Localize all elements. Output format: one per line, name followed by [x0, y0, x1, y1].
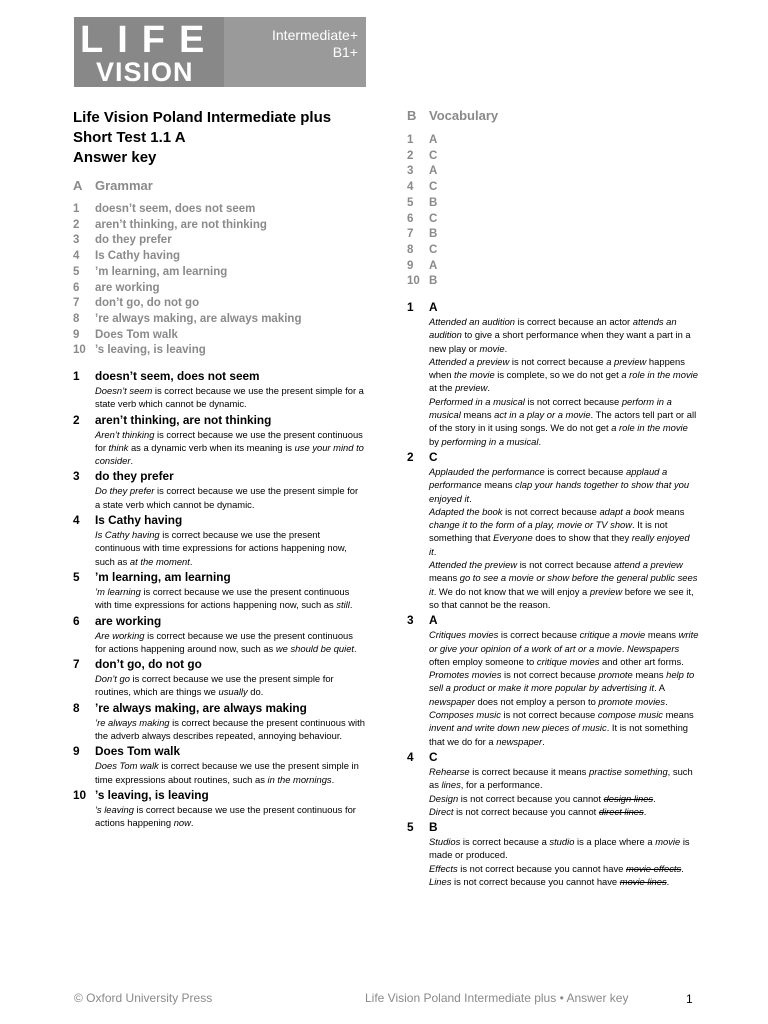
- explanation-answer: A: [429, 613, 438, 628]
- logo-word-life: LIFE: [80, 19, 219, 61]
- explanation-number: 6: [73, 613, 80, 628]
- answer-row: [73, 249, 373, 265]
- level-label: Intermediate+: [272, 27, 358, 43]
- explanation-paragraph: Design is not correct because you cannot design lines.: [429, 792, 656, 804]
- explanation-body: [407, 628, 699, 748]
- explanation-number: 2: [407, 449, 414, 464]
- explanation-body: [73, 428, 365, 468]
- answer-row: [407, 259, 607, 275]
- answer-number: 8: [407, 243, 414, 256]
- explanation-number: 10: [73, 787, 87, 802]
- explanation-body: [73, 528, 365, 568]
- answer-number: 8: [73, 312, 80, 325]
- explanation-paragraph: Are working is correct because we use the present continuous for actions happening around now, such as we should be quiet.: [95, 629, 357, 654]
- answer-row: [73, 312, 373, 328]
- answer-text: A: [429, 165, 438, 178]
- explanation-item: [73, 744, 365, 786]
- grammar-section-heading: [73, 178, 153, 193]
- explanation-paragraph: Doesn’t seem is correct because we use the present simple for a state verb which cannot be dynamic.: [95, 385, 364, 410]
- explanation-paragraph: ’s leaving is correct because we use the present continuous for actions happening now.: [95, 803, 356, 829]
- answer-number: 1: [407, 134, 414, 146]
- answer-number: 3: [73, 234, 80, 247]
- answer-text: do they prefer: [95, 234, 172, 247]
- explanation-number: 8: [73, 700, 80, 715]
- explanation-heading: [73, 513, 365, 528]
- explanation-body: [73, 759, 365, 786]
- explanation-answer: A: [429, 300, 438, 314]
- answer-text: aren’t thinking, are not thinking: [95, 218, 267, 231]
- answer-number: 2: [407, 149, 414, 162]
- explanation-answer: are working: [95, 613, 162, 628]
- explanation-paragraph: Don’t go is correct because we use the present simple for routines, which are things we usually do.: [95, 673, 334, 698]
- answer-row: [73, 265, 373, 281]
- life-vision-logo: [74, 17, 366, 87]
- grammar-answer-list: [73, 202, 373, 359]
- section-title: Grammar: [95, 178, 153, 193]
- explanation-number: 5: [73, 569, 80, 584]
- answer-number: 10: [73, 344, 86, 357]
- title-line-3: Answer key: [73, 149, 157, 166]
- answer-number: 2: [73, 218, 80, 231]
- explanation-paragraph: Direct is not correct because you cannot direct lines.: [429, 805, 647, 817]
- explanation-item: [73, 469, 365, 511]
- explanation-heading: [407, 820, 699, 835]
- answer-text: B: [429, 228, 438, 241]
- explanation-answer: ’re always making, are always making: [95, 700, 307, 715]
- explanation-answer: aren’t thinking, are not thinking: [95, 412, 272, 427]
- explanation-item: [73, 513, 365, 568]
- answer-row: [407, 227, 607, 243]
- answer-text: B: [429, 196, 438, 209]
- answer-text: don’t go, do not go: [95, 297, 200, 310]
- answer-number: 7: [407, 228, 414, 241]
- answer-text: C: [429, 149, 438, 162]
- answer-row: [73, 233, 373, 249]
- answer-text: B: [429, 275, 438, 288]
- explanation-body: [407, 315, 699, 448]
- answer-number: 5: [407, 196, 414, 209]
- explanation-number: 1: [407, 300, 414, 314]
- answer-number: 1: [73, 203, 80, 215]
- answer-row: [73, 281, 373, 297]
- explanation-number: 1: [73, 369, 80, 383]
- explanation-item: [73, 614, 365, 656]
- explanation-paragraph: Attended the preview is not correct because attend a preview means go to see a movie or show before the general public sees it. We do not know that we will enjoy a preview before we see it, so that cannot be the reason.: [429, 559, 698, 610]
- answer-row: [73, 202, 373, 218]
- explanation-paragraph: Rehearse is correct because it means practise something, such as lines, for a performance.: [429, 765, 693, 791]
- explanation-heading: [73, 413, 365, 428]
- answer-row: [407, 180, 607, 196]
- answer-text: are working: [95, 281, 160, 294]
- explanation-paragraph: ’re always making is correct because the present continuous with the adverb always describes repeated, annoying behaviour.: [95, 716, 365, 742]
- explanation-paragraph: Applauded the performance is correct because applaud a performance means clap your hands together to show that you enjoyed it.: [429, 465, 690, 504]
- answer-row: [73, 328, 373, 344]
- answer-row: [73, 343, 373, 359]
- answer-number: 9: [407, 259, 414, 272]
- explanation-body: [407, 465, 699, 611]
- explanation-heading: [73, 469, 365, 484]
- explanation-paragraph: Performed in a musical is not correct because perform in a musical means act in a play or a movie. The actors tell part or all of the story in it using songs. We do not get a role in the movie by performing in a musical.: [429, 395, 697, 447]
- footer-copyright: © Oxford University Press: [74, 991, 213, 1005]
- explanation-number: 3: [407, 613, 414, 628]
- vocabulary-explanations: [407, 300, 699, 890]
- explanation-paragraph: Does Tom walk is correct because we use the present simple in time expressions about routines, such as in the mornings.: [95, 760, 359, 785]
- answer-text: C: [429, 243, 438, 256]
- explanation-answer: don’t go, do not go: [95, 657, 202, 672]
- explanation-body: [73, 716, 365, 743]
- explanation-paragraph: Promotes movies is not correct because promote means help to sell a product or make it more popular by advertising it. A newspaper does not employ a person to promote movies.: [429, 669, 695, 707]
- answer-row: [407, 164, 607, 180]
- explanation-heading: [73, 369, 365, 384]
- answer-row: [73, 296, 373, 312]
- grammar-explanations: [73, 369, 365, 832]
- explanation-body: [73, 672, 365, 699]
- explanation-paragraph: ’m learning is correct because we use the present continuous with time expressions for actions happening now, such as still.: [95, 585, 353, 611]
- answer-text: A: [429, 134, 438, 146]
- explanation-paragraph: Composes music is not correct because compose music means invent and write down new pieces of music. It is not something that we do for a newspaper.: [429, 709, 694, 747]
- explanation-item: [73, 701, 365, 743]
- answer-text: ’s leaving, is leaving: [95, 344, 206, 357]
- explanation-answer: C: [429, 449, 438, 464]
- explanation-body: [73, 585, 365, 612]
- logo-word-vision: VISION: [96, 57, 194, 87]
- answer-text: C: [429, 212, 438, 225]
- vocabulary-section-heading: [407, 108, 498, 123]
- answer-row: [73, 218, 373, 234]
- answer-row: [407, 133, 607, 149]
- explanation-item: [73, 413, 365, 468]
- explanation-paragraph: Studios is correct because a studio is a place where a movie is made or produced.: [429, 836, 690, 861]
- answer-text: Is Cathy having: [95, 250, 180, 263]
- explanation-paragraph: Attended an audition is correct because an actor attends an audition to give a short performance when they want a part in a new play or movie.: [429, 316, 691, 354]
- answer-number: 3: [407, 165, 414, 178]
- explanation-heading: [73, 788, 365, 803]
- explanation-number: 9: [73, 744, 80, 759]
- explanation-body: [73, 384, 365, 411]
- document-title: [73, 108, 373, 168]
- title-line-1: Life Vision Poland Intermediate plus: [73, 109, 332, 126]
- explanation-heading: [73, 701, 365, 716]
- explanation-heading: [73, 744, 365, 759]
- explanation-answer: ’s leaving, is leaving: [95, 787, 209, 802]
- explanation-item: [73, 657, 365, 699]
- explanation-answer: do they prefer: [95, 469, 174, 484]
- explanation-paragraph: Effects is not correct because you cannot have movie effects.: [429, 862, 684, 874]
- explanation-item: [73, 788, 365, 830]
- answer-text: C: [429, 181, 438, 194]
- explanation-number: 2: [73, 412, 80, 427]
- explanation-answer: ’m learning, am learning: [95, 569, 231, 584]
- explanation-paragraph: Do they prefer is correct because we use the present simple for a state verb which cannot be dynamic.: [95, 485, 359, 510]
- explanation-paragraph: Lines is not correct because you cannot have movie lines.: [429, 875, 670, 887]
- explanation-answer: Is Cathy having: [95, 513, 183, 528]
- explanation-answer: C: [429, 749, 438, 764]
- section-title: Vocabulary: [429, 108, 499, 123]
- explanation-heading: [73, 657, 365, 672]
- explanation-item: [407, 450, 699, 611]
- vocabulary-answer-list: [407, 133, 607, 290]
- section-letter: A: [73, 178, 83, 193]
- answer-number: 6: [73, 281, 80, 294]
- explanation-paragraph: Critiques movies is correct because critique a movie means write or give your opinion of a work of art or a movie. Newspapers often employ someone to critique movies and other art forms.: [429, 629, 699, 667]
- answer-number: 4: [407, 181, 414, 194]
- explanation-number: 4: [407, 749, 414, 764]
- explanation-item: [73, 369, 365, 411]
- answer-number: 10: [407, 275, 420, 288]
- level-panel: [224, 17, 366, 87]
- explanation-body: [407, 835, 699, 888]
- page-number: 1: [686, 992, 693, 1006]
- answer-text: Does Tom walk: [95, 328, 178, 341]
- answer-text: doesn’t seem, does not seem: [95, 203, 256, 215]
- explanation-heading: [73, 570, 365, 585]
- answer-row: [407, 196, 607, 212]
- explanation-item: [407, 300, 699, 448]
- footer-course-title: Life Vision Poland Intermediate plus • Answer key: [365, 991, 629, 1005]
- answer-number: 4: [73, 250, 80, 263]
- title-line-2: Short Test 1.1 A: [73, 129, 186, 146]
- explanation-item: [73, 570, 365, 612]
- explanation-item: [407, 613, 699, 748]
- explanation-heading: [73, 614, 365, 629]
- explanation-heading: [407, 300, 699, 315]
- answer-row: [407, 243, 607, 259]
- explanation-answer: doesn’t seem, does not seem: [95, 369, 260, 383]
- answer-row: [407, 149, 607, 165]
- answer-number: 5: [73, 265, 80, 278]
- answer-row: [407, 274, 607, 290]
- explanation-body: [73, 484, 365, 511]
- explanation-number: 4: [73, 513, 80, 528]
- explanation-heading: [407, 613, 699, 628]
- explanation-number: 7: [73, 657, 80, 672]
- explanation-paragraph: Adapted the book is not correct because adapt a book means change it to the form of a play, movie or TV show. It is not something that Everyone does to show that they really enjoyed it.: [429, 505, 690, 557]
- answer-number: 9: [73, 328, 80, 341]
- answer-row: [407, 212, 607, 228]
- explanation-answer: Does Tom walk: [95, 744, 181, 759]
- section-letter: B: [407, 108, 417, 123]
- explanation-paragraph: Aren’t thinking is correct because we use the present continuous for think as a dynamic verb when its meaning is use your mind to consider.: [95, 428, 364, 467]
- answer-number: 7: [73, 297, 80, 310]
- explanation-body: [73, 629, 365, 656]
- explanation-heading: [407, 450, 699, 465]
- explanation-heading: [407, 750, 699, 765]
- explanation-item: [407, 820, 699, 888]
- answer-text: ’m learning, am learning: [95, 265, 228, 278]
- explanation-item: [407, 750, 699, 818]
- answer-number: 6: [407, 212, 414, 225]
- explanation-number: 5: [407, 820, 414, 835]
- explanation-body: [407, 765, 699, 818]
- answer-text: A: [429, 259, 438, 272]
- explanation-paragraph: Attended a preview is not correct because a preview happens when the movie is complete, so we do not get a role in the movie at the preview.: [429, 355, 698, 394]
- cefr-label: B1+: [332, 44, 358, 60]
- explanation-answer: B: [429, 820, 438, 835]
- explanation-body: [73, 803, 365, 830]
- explanation-number: 3: [73, 469, 80, 484]
- explanation-paragraph: Is Cathy having is correct because we use the present continuous with time expressions for actions happening now, such as at the moment.: [95, 529, 347, 567]
- answer-text: ’re always making, are always making: [95, 312, 302, 325]
